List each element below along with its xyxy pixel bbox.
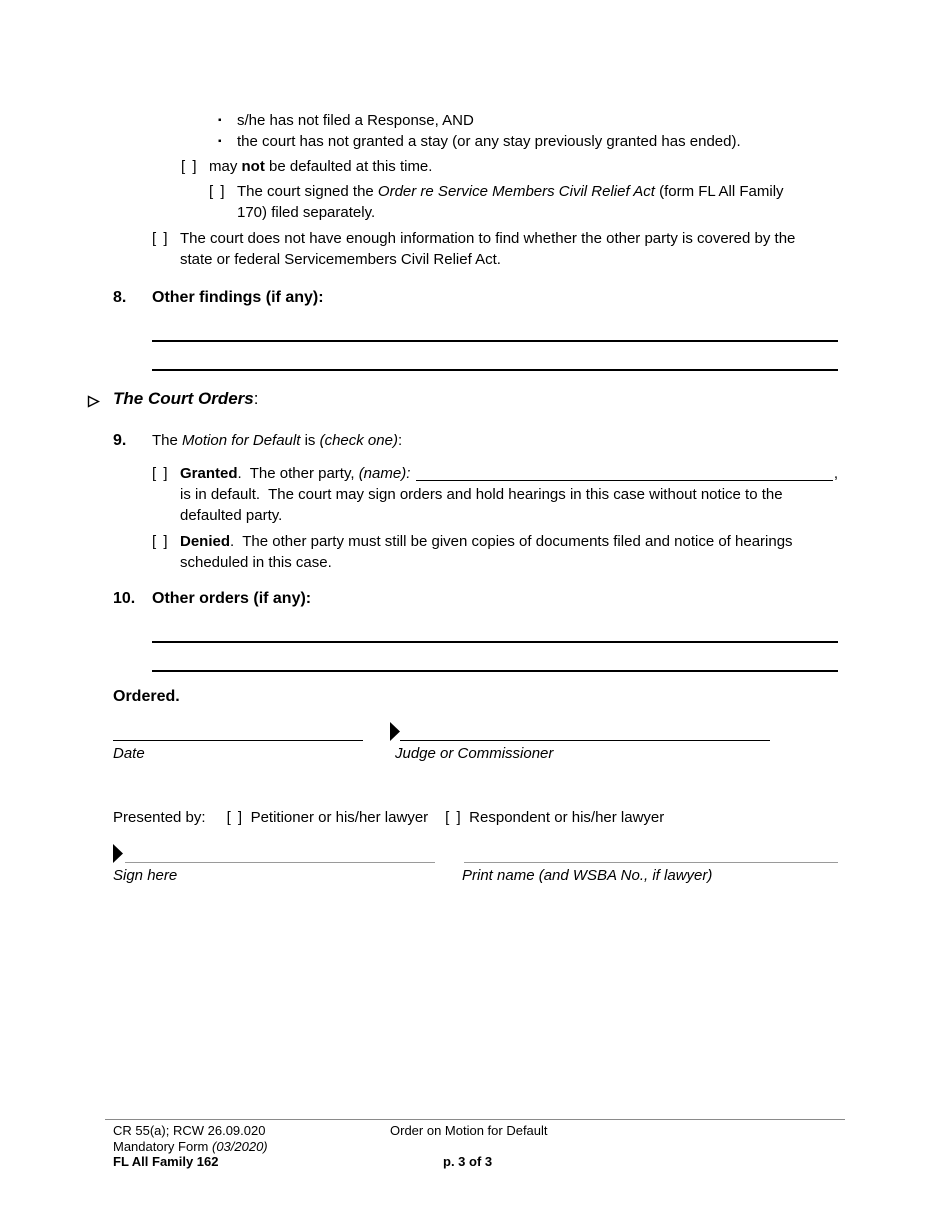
section-number: 10.	[113, 590, 136, 607]
other-orders-write-in-line-2[interactable]	[152, 670, 838, 672]
sign-here-pointer-icon	[390, 722, 400, 741]
sign-here-pointer-icon	[113, 844, 123, 863]
text: ,	[833, 465, 838, 482]
checkbox[interactable]: [ ]	[152, 465, 170, 482]
section-number: 8.	[113, 289, 127, 306]
text: . The other party must still be given copies of documents filed and notice of hearings scheduled in this case.	[180, 533, 797, 571]
form-content	[113, 0, 838, 886]
petitioner-option-label: Petitioner or his/her lawyer	[250, 809, 429, 826]
text: (form FL All Family 170) filed separately.	[237, 183, 788, 221]
presented-by-label: Presented by:	[113, 809, 206, 826]
granted-first-line	[180, 463, 838, 484]
section-number: 9.	[113, 432, 127, 449]
checkbox-item-court-signed-order	[209, 181, 838, 223]
footer-page-info: p. 3 of 3	[443, 1154, 493, 1169]
footer-row	[105, 1139, 845, 1155]
judge-signature-line[interactable]	[400, 740, 770, 741]
text-italic: Order re Service Members Civil Relief Act	[377, 183, 655, 200]
checkbox-item-text	[237, 181, 802, 223]
text-bold: Denied	[180, 533, 231, 550]
bullet-text: s/he has not filed a Response, AND	[237, 112, 474, 129]
checkbox-item-granted	[152, 463, 838, 526]
respondent-checkbox[interactable]: [ ]	[445, 809, 463, 826]
text: The	[152, 432, 183, 449]
square-bullet-icon: ▪	[218, 136, 222, 147]
checkbox[interactable]: [ ]	[152, 533, 170, 550]
page-footer	[105, 1119, 845, 1170]
granted-text	[180, 463, 838, 526]
checkbox[interactable]: [ ]	[152, 230, 170, 247]
footer-mandatory	[113, 1139, 268, 1155]
section-10-heading	[113, 588, 838, 610]
print-name-line[interactable]	[464, 862, 838, 863]
checkbox-item-text	[209, 156, 432, 177]
text-italic: (check one)	[319, 432, 398, 449]
checkbox-item-may-not-be-defaulted	[181, 156, 838, 177]
text: Mandatory Form	[113, 1138, 212, 1154]
presented-by-row	[113, 807, 838, 828]
text: be defaulted at this time.	[264, 158, 433, 175]
denied-text	[180, 531, 838, 573]
text: . The other party,	[237, 465, 359, 482]
text: :	[253, 389, 259, 408]
date-signature-line[interactable]	[113, 740, 363, 741]
checkbox-item-denied	[152, 531, 838, 573]
petitioner-checkbox[interactable]: [ ]	[226, 809, 244, 826]
signature-row	[113, 722, 838, 741]
other-findings-write-in-line-1[interactable]	[152, 340, 838, 342]
other-findings-write-in-line-2[interactable]	[152, 369, 838, 371]
respondent-option-label: Respondent or his/her lawyer	[469, 809, 665, 826]
ordered-label: Ordered.	[113, 688, 180, 705]
text: may	[209, 158, 242, 175]
granted-continuation: is in default. The court may sign orders and hold hearings in this case without notice to the defaulted party.	[180, 486, 787, 524]
name-field-blank[interactable]	[416, 480, 832, 481]
text-italic: Motion for Default	[182, 432, 301, 449]
arrowhead-icon	[87, 391, 100, 414]
text-italic: (name):	[358, 465, 411, 482]
list-item	[218, 110, 838, 131]
checkbox[interactable]: [ ]	[181, 158, 199, 175]
sign-here-label: Sign here	[113, 867, 178, 884]
list-item	[218, 131, 838, 152]
sign-labels	[113, 865, 838, 886]
print-name-label: Print name (and WSBA No., if lawyer)	[462, 867, 713, 884]
section-9-heading	[113, 430, 838, 452]
section-title: Other findings (if any):	[152, 289, 324, 306]
bullet-text: the court has not granted a stay (or any stay previously granted has ended).	[237, 133, 741, 150]
section-8-heading	[113, 287, 838, 309]
section-intro	[152, 430, 402, 452]
bullet-list	[218, 110, 838, 152]
court-orders-heading	[113, 387, 838, 410]
text: is	[300, 432, 320, 449]
sign-row	[113, 843, 838, 863]
court-orders-title: The Court Orders	[113, 389, 254, 408]
sign-here-line[interactable]	[125, 862, 435, 863]
footer-form-title: Order on Motion for Default	[390, 1123, 548, 1138]
footer-form-number: FL All Family 162	[113, 1154, 219, 1169]
footer-row	[105, 1154, 845, 1170]
checkbox-item-text: The court does not have enough information to find whether the other party is covered by the state or federal Servicemembers Civil Relief Act.	[180, 230, 800, 268]
judge-label: Judge or Commissioner	[395, 745, 554, 762]
text: :	[397, 432, 403, 449]
footer-row	[105, 1123, 845, 1139]
text: The court signed the	[237, 183, 378, 200]
section-title: Other orders (if any):	[152, 590, 312, 607]
text-bold: Granted	[180, 465, 238, 482]
text-bold: not	[241, 158, 265, 175]
checkbox-item-not-enough-information	[152, 228, 838, 270]
square-bullet-icon: ▪	[218, 115, 222, 126]
text-italic: (03/2020)	[211, 1138, 268, 1154]
other-orders-write-in-line-1[interactable]	[152, 641, 838, 643]
signature-labels	[113, 743, 838, 764]
date-label: Date	[113, 745, 145, 762]
checkbox[interactable]: [ ]	[209, 183, 227, 200]
footer-citation: CR 55(a); RCW 26.09.020	[113, 1123, 266, 1138]
